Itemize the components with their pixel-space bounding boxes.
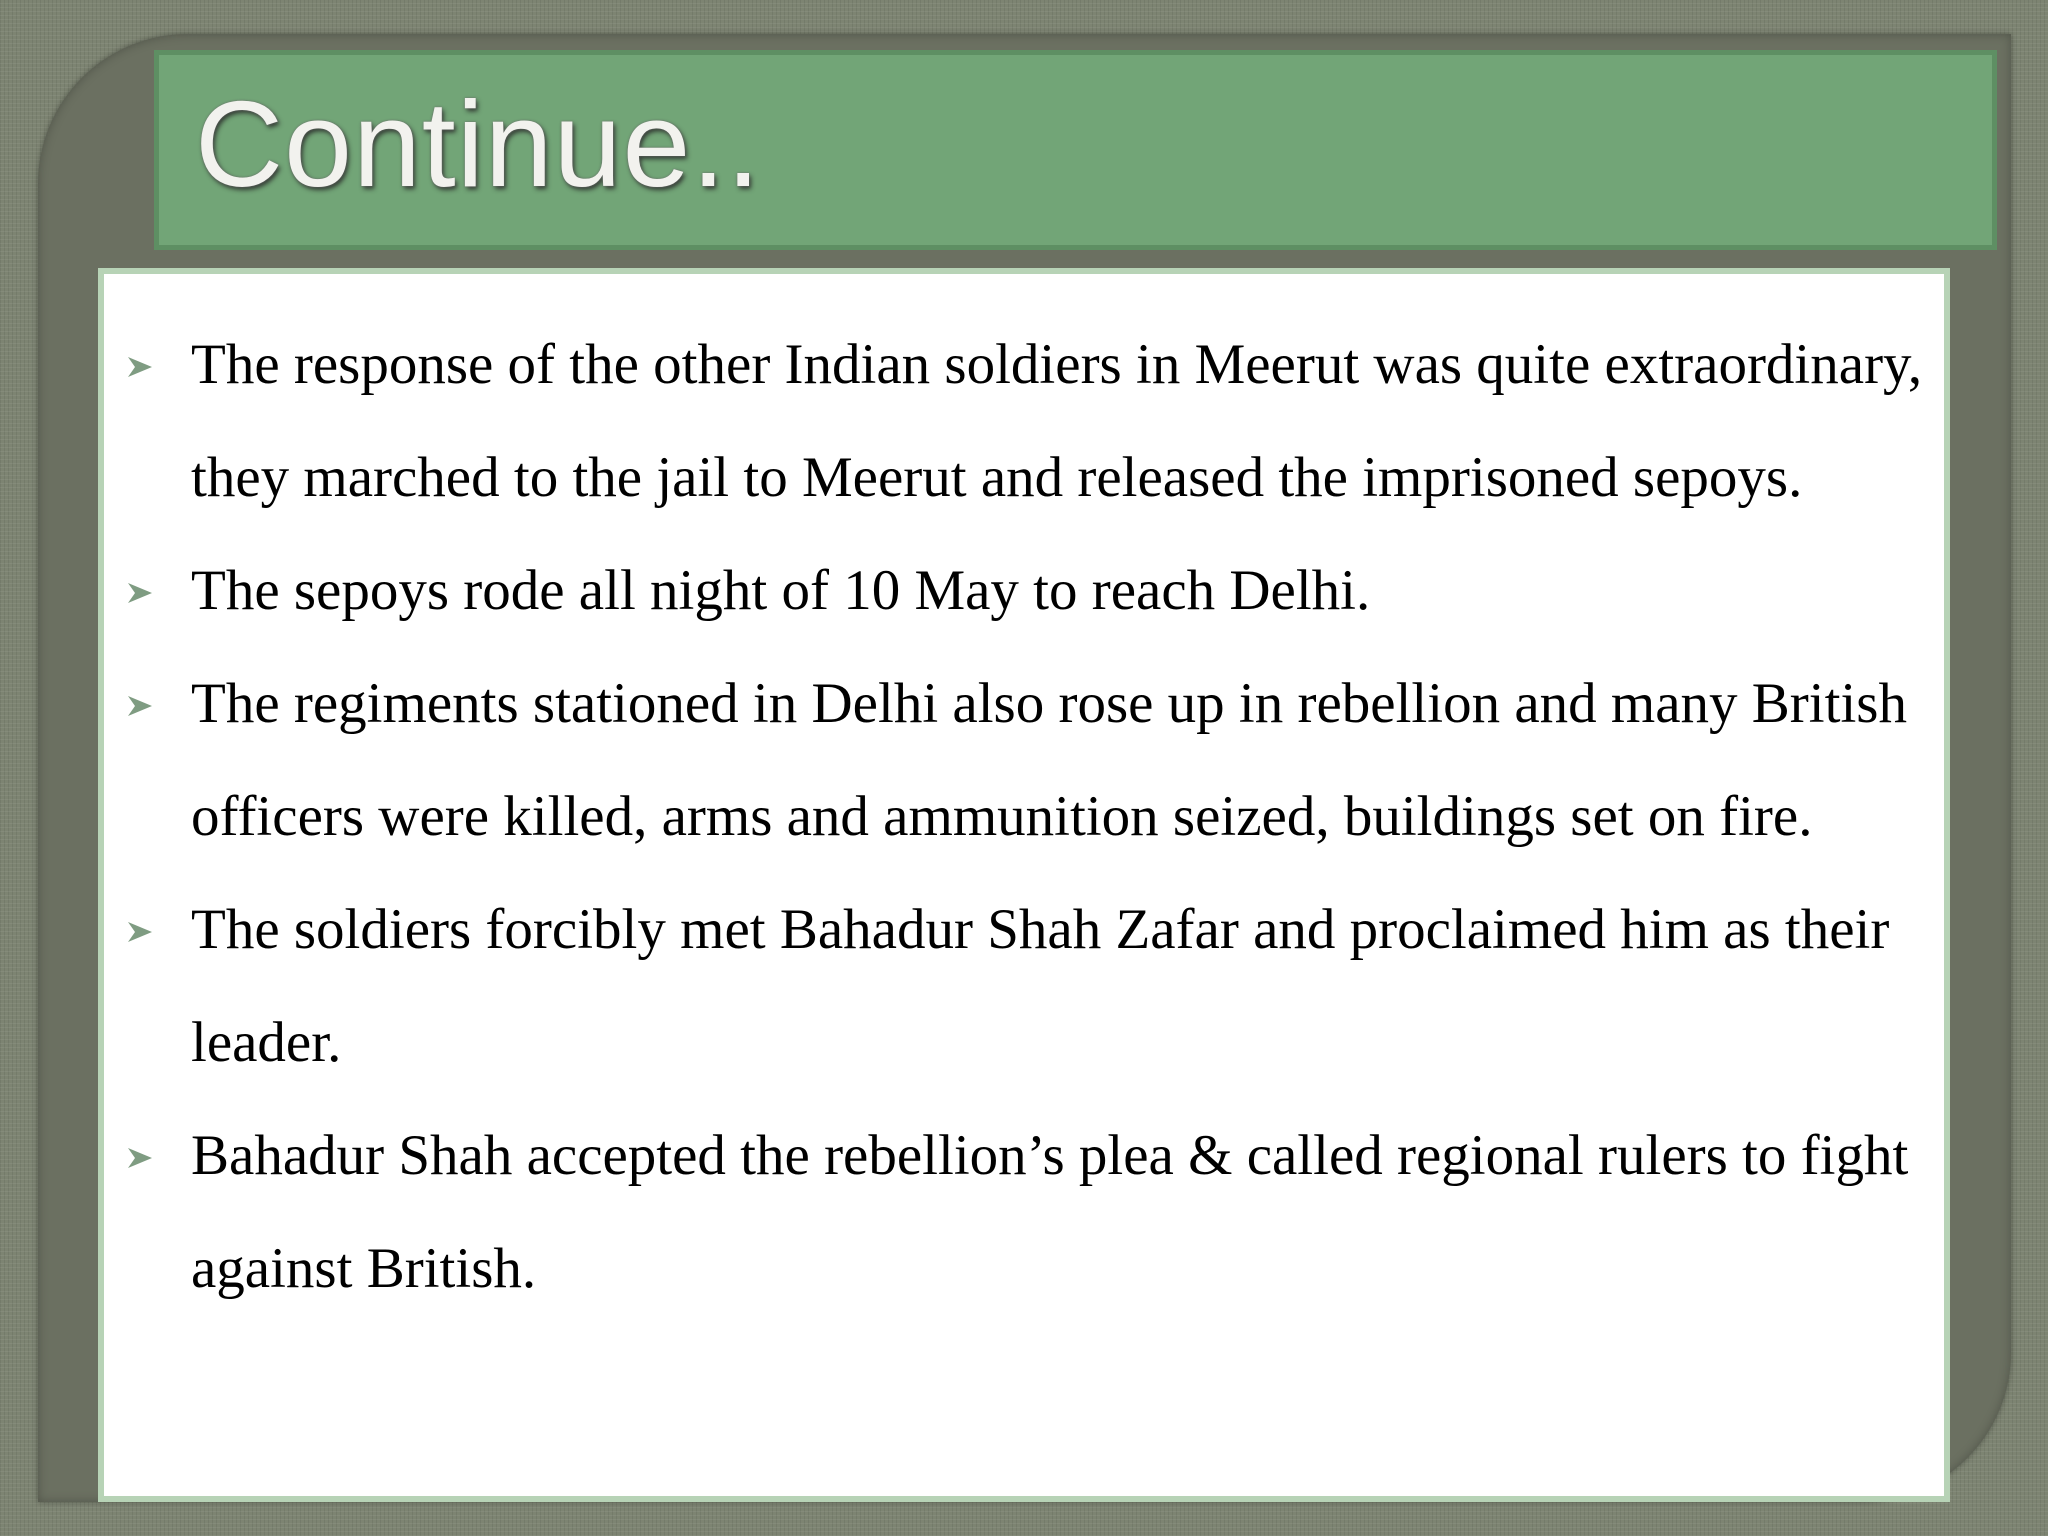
bullet-list — [104, 308, 1944, 1325]
bullet-item — [104, 308, 1944, 534]
bullet-item — [104, 1099, 1944, 1325]
bullet-item — [104, 647, 1944, 873]
bullet-text: The response of the other Indian soldiers in Meerut was quite extraordinary, they marched to the jail to Meerut and released the imprisoned sepoys. — [191, 333, 1923, 509]
bullet-text: The soldiers forcibly met Bahadur Shah Zafar and proclaimed him as their leader. — [191, 898, 1890, 1074]
bullet-text: The sepoys rode all night of 10 May to reach Delhi. — [191, 559, 1371, 622]
bullet-item — [104, 873, 1944, 1099]
content-panel — [98, 268, 1950, 1502]
slide-title: Continue.. — [195, 76, 762, 212]
title-band — [154, 50, 1997, 250]
bullet-text: The regiments stationed in Delhi also rose up in rebellion and many British officers were killed, arms and ammunition seized, buildings set on fire. — [191, 672, 1907, 848]
bullet-item — [104, 534, 1944, 647]
bullet-text: Bahadur Shah accepted the rebellion’s plea & called regional rulers to fight against British. — [191, 1124, 1909, 1300]
